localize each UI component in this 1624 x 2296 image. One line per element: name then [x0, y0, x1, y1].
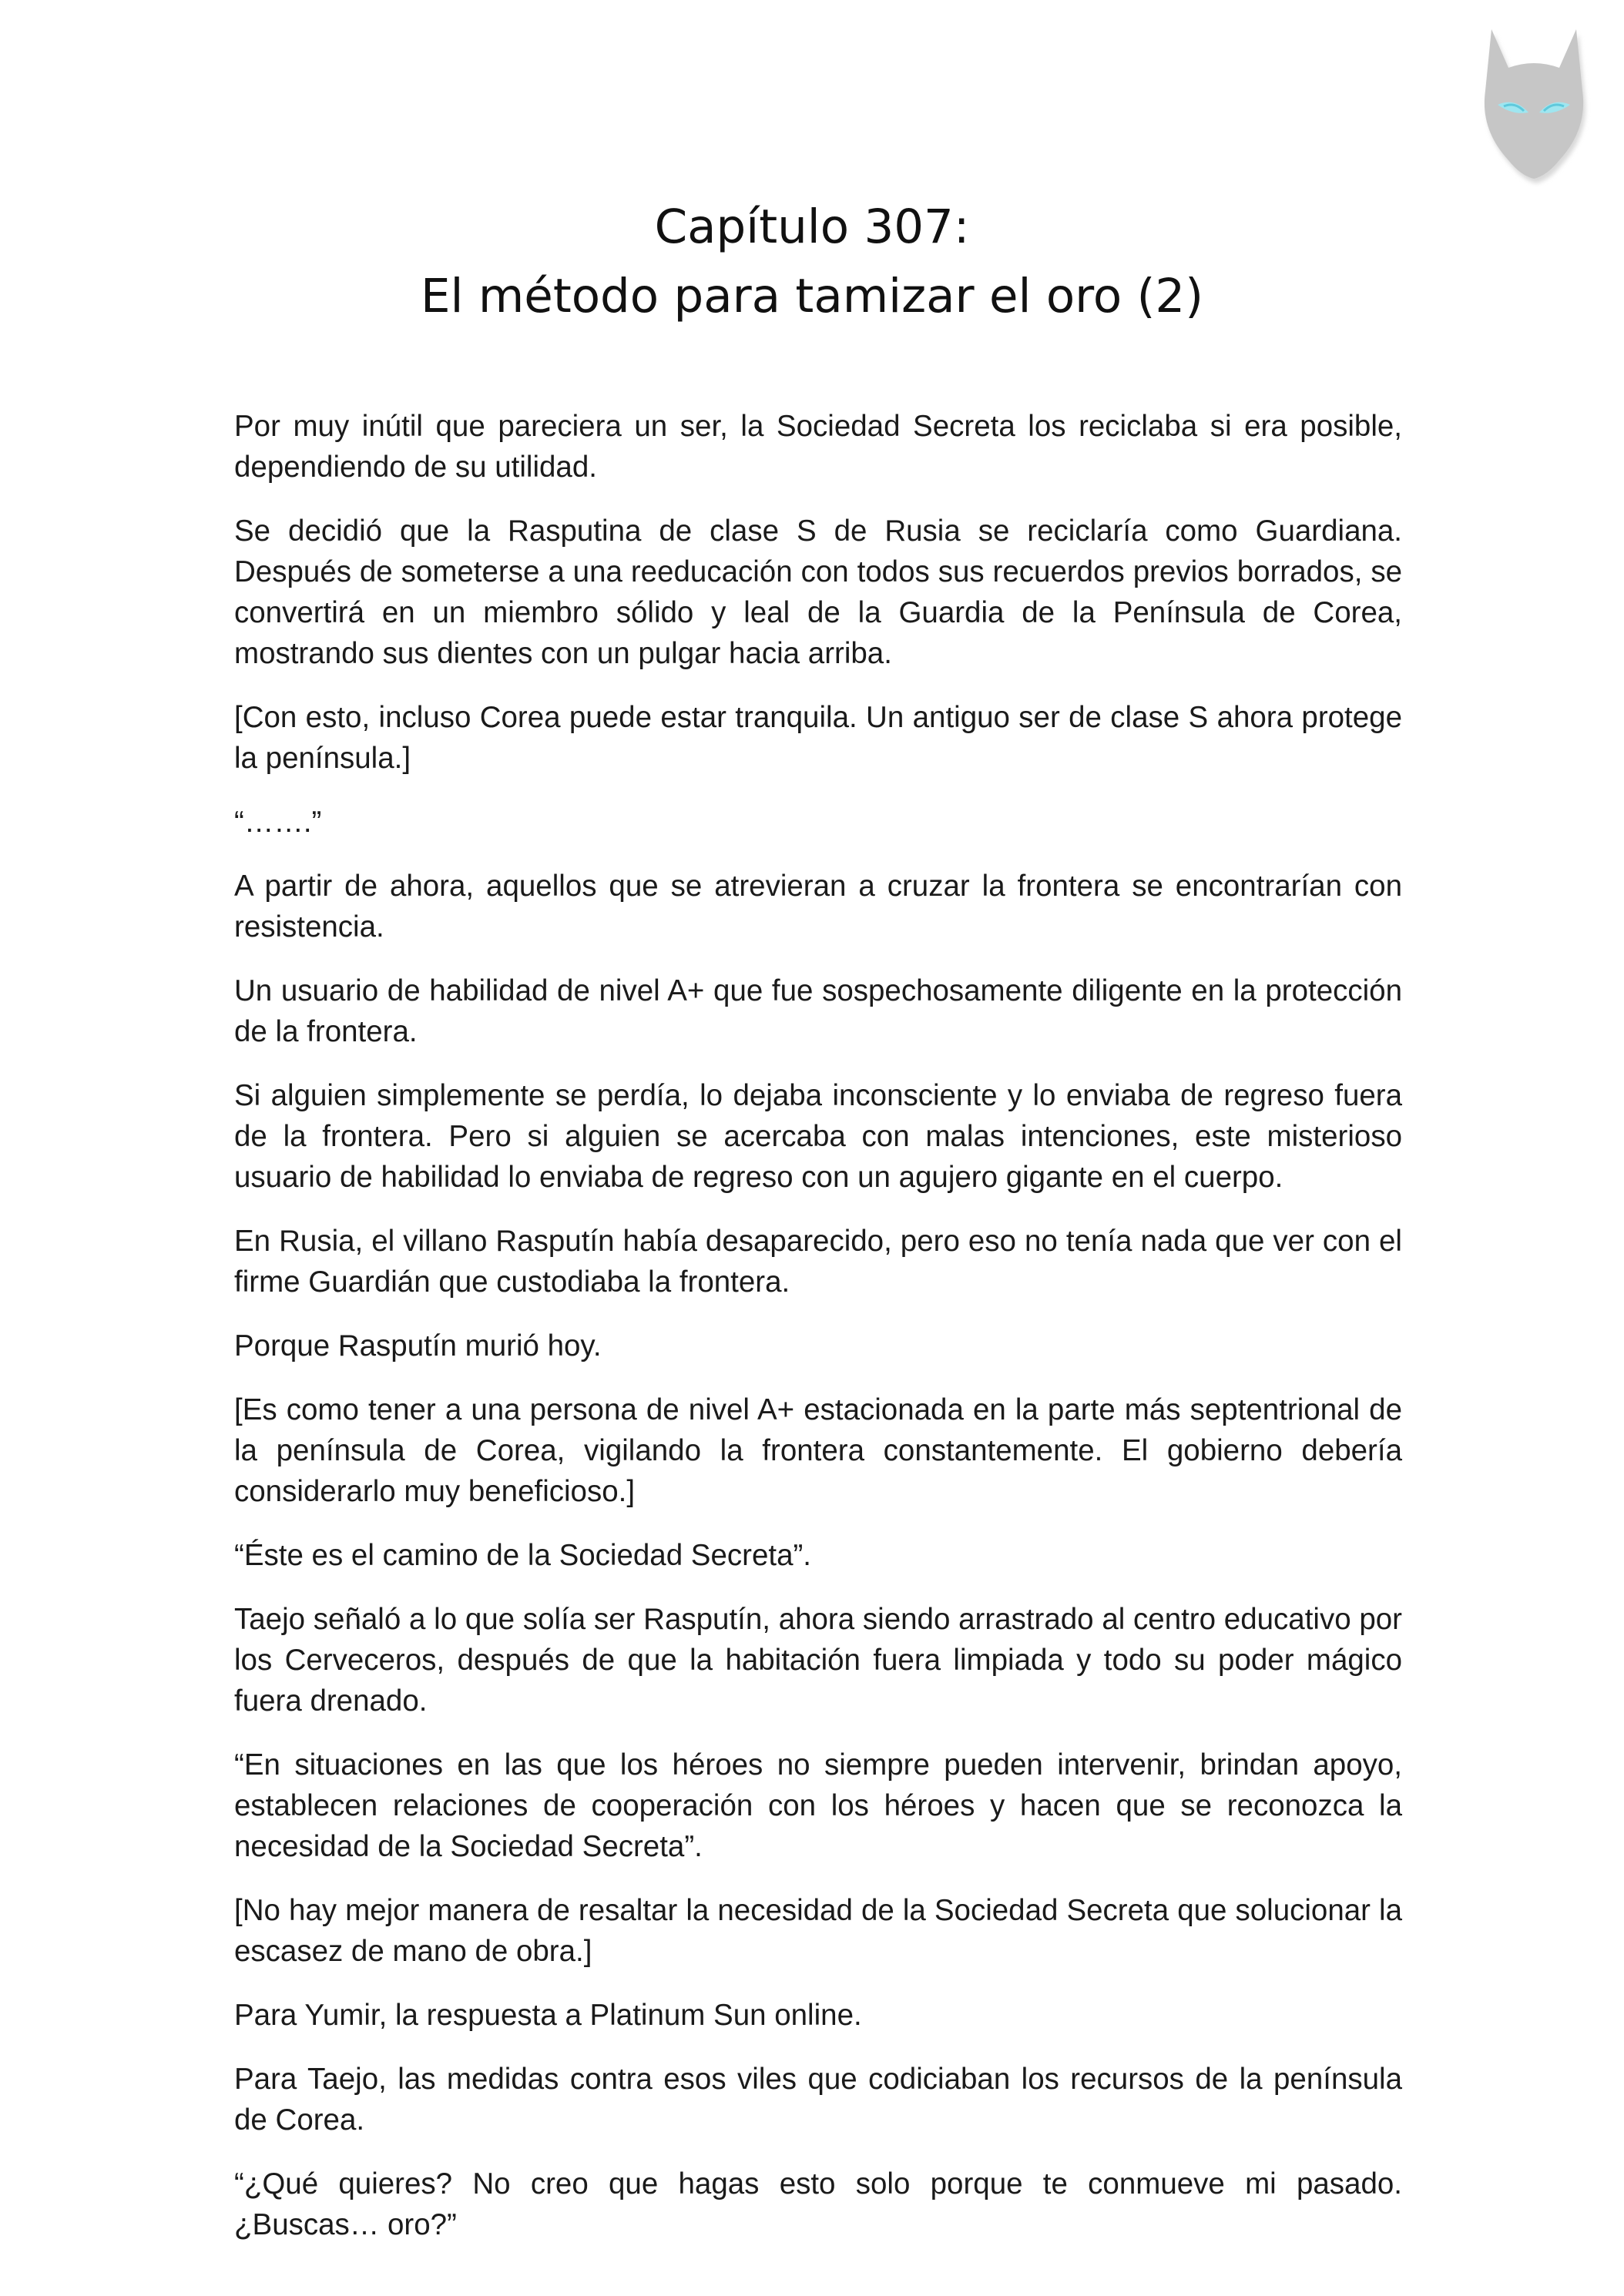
paragraph: A partir de ahora, aquellos que se atrevieran a cruzar la frontera se encontrarían con resistencia. — [234, 870, 1402, 944]
paragraph: [Es como tener a una persona de nivel A+ estacionada en la parte más septentrional de la península de Corea, vigilando la frontera constantemente. El gobierno debería considerarlo muy beneficioso.] — [234, 1393, 1402, 1508]
chapter-number: Capítulo 307: — [654, 199, 970, 254]
demon-head-logo-icon — [1461, 14, 1607, 187]
chapter-title — [0, 193, 1624, 331]
paragraph: Porque Rasputín murió hoy. — [234, 1329, 602, 1363]
paragraph: En Rusia, el villano Rasputín había desaparecido, pero eso no tenía nada que ver con el firme Guardián que custodiaba la frontera. — [234, 1225, 1402, 1299]
paragraph: “¿Qué quieres? No creo que hagas esto solo porque te conmueve mi pasado. ¿Buscas… oro?” — [234, 2167, 1402, 2241]
chapter-body — [234, 406, 1402, 2268]
paragraph: [No hay mejor manera de resaltar la necesidad de la Sociedad Secreta que solucionar la escasez de mano de obra.] — [234, 1894, 1402, 1968]
paragraph: “Éste es el camino de la Sociedad Secreta”. — [234, 1539, 812, 1572]
paragraph: Para Taejo, las medidas contra esos viles que codiciaban los recursos de la península de Corea. — [234, 2063, 1402, 2137]
paragraph: Se decidió que la Rasputina de clase S de Rusia se reciclaría como Guardiana. Después de someterse a una reeducación con todos sus recuerdos previos borrados, se convertirá en un miembro sólido y leal de la Guardia de la Península de Corea, mostrando sus dientes con un pulgar hacia arriba. — [234, 515, 1402, 670]
paragraph: [Con esto, incluso Corea puede estar tranquila. Un antiguo ser de clase S ahora protege la península.] — [234, 701, 1402, 775]
paragraph: Para Yumir, la respuesta a Platinum Sun online. — [234, 1999, 862, 2032]
paragraph: Si alguien simplemente se perdía, lo dejaba inconsciente y lo enviaba de regreso fuera de la frontera. Pero si alguien se acercaba con malas intenciones, este misterioso usuario de habilidad lo enviaba de regreso con un agujero gigante en el cuerpo. — [234, 1079, 1402, 1194]
paragraph: “…….” — [234, 806, 322, 839]
paragraph: “En situaciones en las que los héroes no siempre pueden intervenir, brindan apoyo, establecen relaciones de cooperación con los héroes y hacen que se reconozca la necesidad de la Sociedad Secreta”. — [234, 1748, 1402, 1863]
paragraph: Por muy inútil que pareciera un ser, la Sociedad Secreta los reciclaba si era posible, dependiendo de su utilidad. — [234, 410, 1402, 484]
paragraph: Taejo señaló a lo que solía ser Rasputín, ahora siendo arrastrado al centro educativo por los Cerveceros, después de que la habitación fuera limpiada y todo su poder mágico fuera drenado. — [234, 1603, 1402, 1718]
chapter-subtitle: El método para tamizar el oro (2) — [420, 269, 1204, 323]
paragraph: Un usuario de habilidad de nivel A+ que fue sospechosamente diligente en la protección de la frontera. — [234, 974, 1402, 1048]
